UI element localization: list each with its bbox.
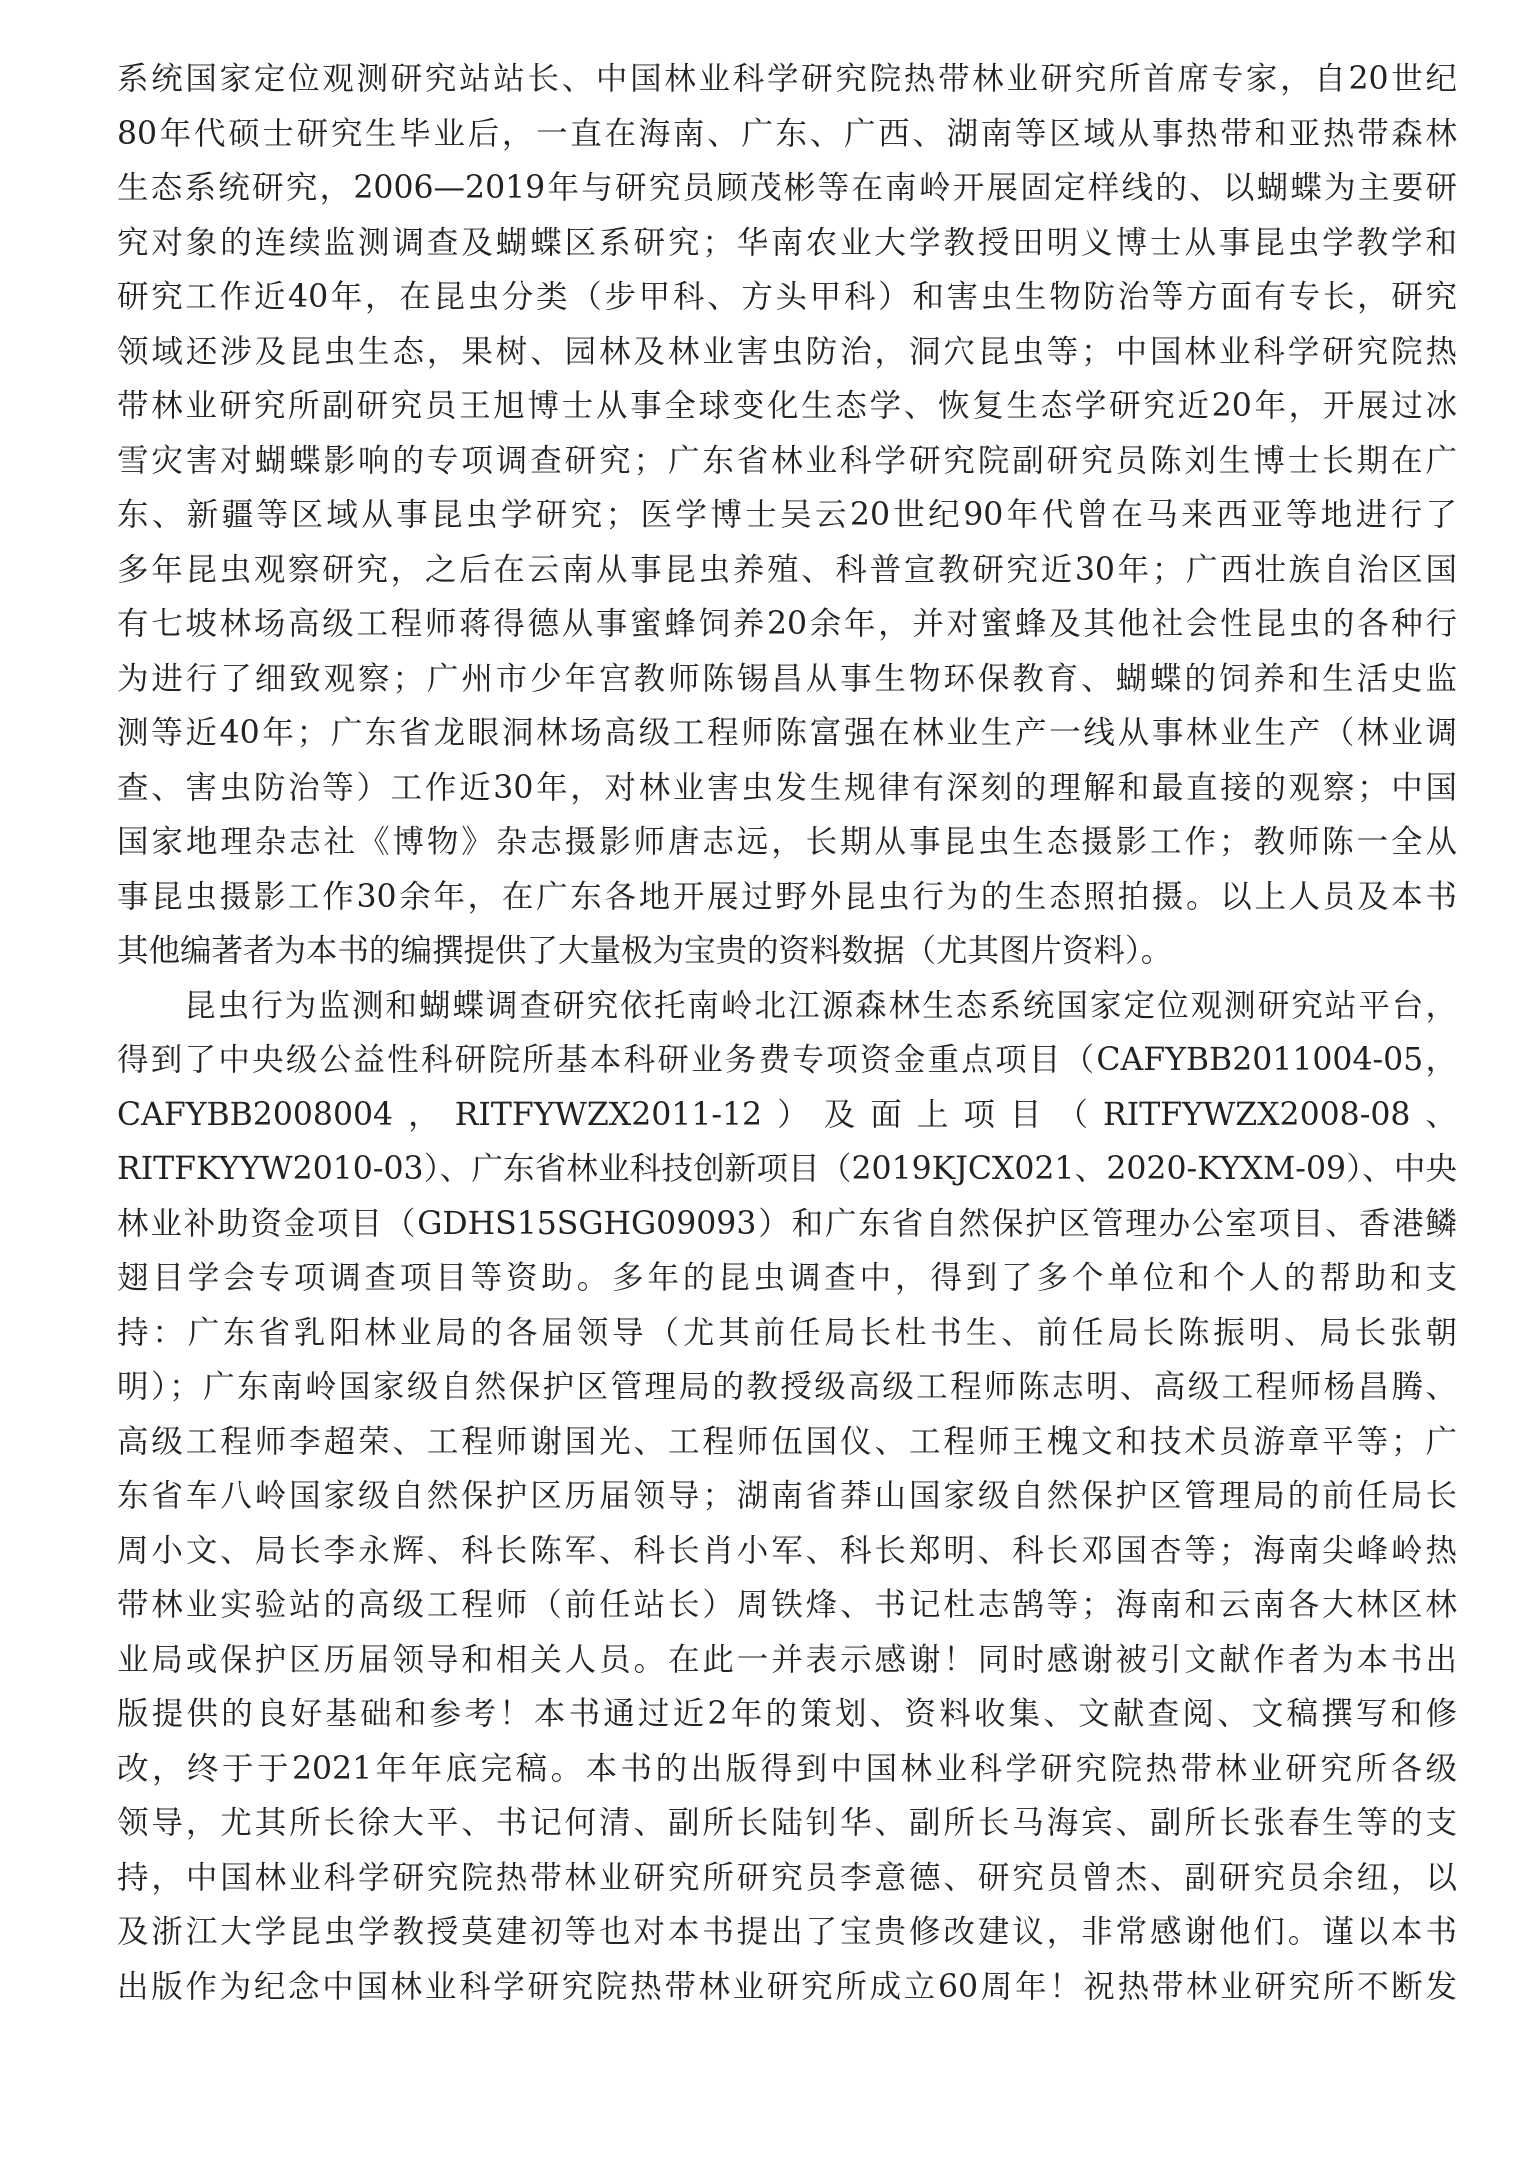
text-line: 80年代硕士研究生毕业后，一直在海南、广东、广西、湖南等区域从事热带和亚热带森林: [117, 115, 1457, 152]
text-line: 改，终于于2021年年底完稿。本书的出版得到中国林业科学研究院热带林业研究所各级: [117, 1750, 1457, 1787]
text-line: 东省车八岭国家级自然保护区历届领导；湖南省莽山国家级自然保护区管理局的前任局长: [117, 1478, 1457, 1514]
text-line: 及浙江大学昆虫学教授莫建初等也对本书提出了宝贵修改建议，非常感谢他们。谨以本书: [117, 1914, 1457, 1950]
text-line: 领域还涉及昆虫生态，果树、园林及林业害虫防治，洞穴昆虫等；中国林业科学研究院热: [117, 333, 1457, 370]
text-line: 明）；广东南岭国家级自然保护区管理局的教授级高级工程师陈志明、高级工程师杨昌腾、: [117, 1369, 1457, 1405]
text-line: 带林业实验站的高级工程师（前任站长）周铁烽、书记杜志鹄等；海南和云南各大林区林: [117, 1587, 1457, 1623]
text-line: 系统国家定位观测研究站站长、中国林业科学研究院热带林业研究所首席专家，自20世纪: [117, 61, 1457, 97]
text-line: 高级工程师李超荣、工程师谢国光、工程师伍国仪、工程师王槐文和技术员游章平等；广: [117, 1423, 1457, 1460]
text-line: 查、害虫防治等）工作近30年，对林业害虫发生规律有深刻的理解和最直接的观察；中国: [117, 769, 1457, 806]
text-line: 多年昆虫观察研究，之后在云南从事昆虫养殖、科普宣教研究近30年；广西壮族自治区国: [117, 551, 1457, 588]
text-line: 其他编著者为本书的编撰提供了大量极为宝贵的资料数据（尤其图片资料）。: [117, 933, 1173, 969]
text-line: 林业补助资金项目（GDHS15SGHG09093）和广东省自然保护区管理办公室项目、香港鳞: [117, 1205, 1457, 1242]
text-line: 翅目学会专项调查项目等资助。多年的昆虫调查中，得到了多个单位和个人的帮助和支: [117, 1260, 1457, 1296]
text-line: 带林业研究所副研究员王旭博士从事全球变化生态学、恢复生态学研究近20年，开展过冰: [117, 388, 1457, 424]
text-line: 研究工作近40年，在昆虫分类（步甲科、方头甲科）和害虫生物防治等方面有专长，研究: [117, 279, 1457, 315]
text-line: 出版作为纪念中国林业科学研究院热带林业研究所成立60周年！祝热带林业研究所不断发: [117, 1968, 1457, 2005]
text-line: 昆虫行为监测和蝴蝶调查研究依托南岭北江源森林生态系统国家定位观测研究站平台，: [117, 987, 1457, 1024]
body-text: [117, 52, 1457, 2014]
text-line: 领导，尤其所长徐大平、书记何清、副所长陆钊华、副所长马海宾、副所长张春生等的支: [117, 1805, 1457, 1841]
text-line: CAFYBB2008004，RITFYWZX2011-12）及面上项目（RITFYWZX2008-08、: [117, 1096, 1457, 1133]
text-line: 国家地理杂志社《博物》杂志摄影师唐志远，长期从事昆虫生态摄影工作；教师陈一全从: [117, 824, 1457, 860]
text-line: 有七坡林场高级工程师蒋得德从事蜜蜂饲养20余年，并对蜜蜂及其他社会性昆虫的各种行: [117, 606, 1457, 642]
text-line: 版提供的良好基础和参考！本书通过近2年的策划、资料收集、文献查阅、文稿撰写和修: [117, 1696, 1457, 1732]
text-line: 东、新疆等区域从事昆虫学研究；医学博士吴云20世纪90年代曾在马来西亚等地进行了: [117, 497, 1457, 533]
text-line: 持：广东省乳阳林业局的各届领导（尤其前任局长杜书生、前任局长陈振明、局长张朝: [117, 1314, 1457, 1351]
text-line: RITFKYYW2010-03）、广东省林业科技创新项目（2019KJCX021、2020-KYXM-09）、中央: [117, 1151, 1457, 1187]
text-line: 测等近40年；广东省龙眼洞林场高级工程师陈富强在林业生产一线从事林业生产（林业调: [117, 715, 1457, 751]
text-line: 得到了中央级公益性科研院所基本科研业务费专项资金重点项目（CAFYBB2011004-05，: [117, 1042, 1457, 1078]
text-line: 事昆虫摄影工作30余年，在广东各地开展过野外昆虫行为的生态照拍摄。以上人员及本书: [117, 878, 1457, 915]
text-line: 业局或保护区历届领导和相关人员。在此一并表示感谢！同时感谢被引文献作者为本书出: [117, 1641, 1457, 1678]
text-line: 为进行了细致观察；广州市少年宫教师陈锡昌从事生物环保教育、蝴蝶的饲养和生活史监: [117, 660, 1457, 697]
text-line: 生态系统研究，2006—2019年与研究员顾茂彬等在南岭开展固定样线的、以蝴蝶为主要研: [117, 170, 1457, 206]
text-line: 雪灾害对蝴蝶影响的专项调查研究；广东省林业科学研究院副研究员陈刘生博士长期在广: [117, 442, 1457, 479]
text-line: 持，中国林业科学研究院热带林业研究所研究员李意德、研究员曾杰、副研究员余纽，以: [117, 1859, 1457, 1896]
text-line: 周小文、局长李永辉、科长陈军、科长肖小军、科长郑明、科长邓国杏等；海南尖峰岭热: [117, 1532, 1457, 1569]
text-line: 究对象的连续监测调查及蝴蝶区系研究；华南农业大学教授田明义博士从事昆虫学教学和: [117, 224, 1457, 261]
